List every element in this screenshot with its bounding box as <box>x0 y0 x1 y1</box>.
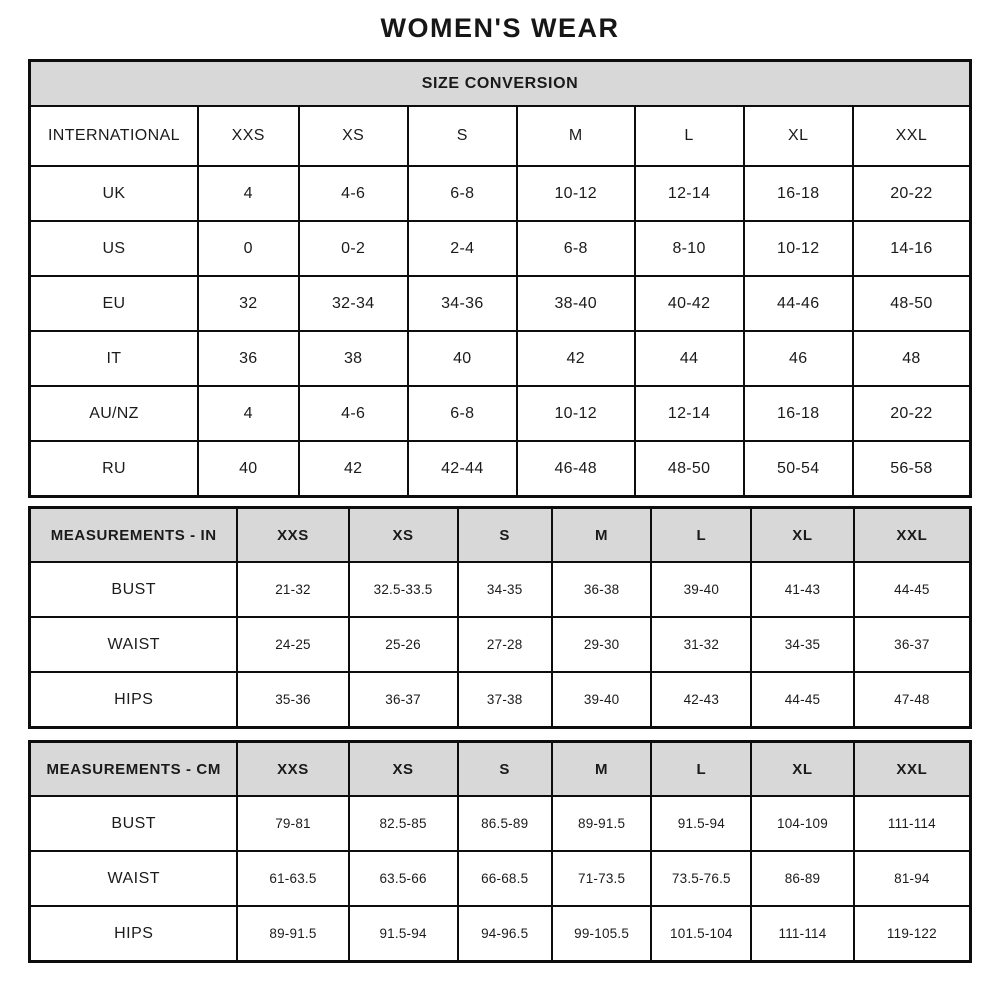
measurement-cell: 71-73.5 <box>552 851 652 906</box>
column-header-xxs: XXS <box>237 742 348 797</box>
column-header-s: S <box>458 742 552 797</box>
row-label-us: US <box>30 221 198 276</box>
measurement-cell: 86-89 <box>751 851 854 906</box>
row-label-ru: RU <box>30 441 198 497</box>
size-cell: 10-12 <box>744 221 853 276</box>
size-cell: 4 <box>198 166 299 221</box>
measurement-cell: 73.5-76.5 <box>651 851 751 906</box>
size-cell: 40-42 <box>635 276 744 331</box>
size-cell: 32-34 <box>299 276 408 331</box>
table-row-waist-in <box>30 617 971 672</box>
column-header-m: M <box>552 508 652 563</box>
size-cell: 4-6 <box>299 166 408 221</box>
column-header-international: INTERNATIONAL <box>30 106 198 166</box>
column-header-m: M <box>552 742 652 797</box>
size-cell: 46 <box>744 331 853 386</box>
row-label-waist: WAIST <box>30 851 238 906</box>
column-header-xxl: XXL <box>853 106 971 166</box>
table-row-bust-cm <box>30 796 971 851</box>
row-label-hips: HIPS <box>30 672 238 728</box>
table-row-it <box>30 331 971 386</box>
measurement-cell: 27-28 <box>458 617 552 672</box>
size-cell: 40 <box>198 441 299 497</box>
measurement-cell: 24-25 <box>237 617 348 672</box>
measurement-cell: 36-37 <box>349 672 458 728</box>
measurement-cell: 41-43 <box>751 562 854 617</box>
measurement-cell: 91.5-94 <box>349 906 458 962</box>
measurement-cell: 79-81 <box>237 796 348 851</box>
measurement-cell: 29-30 <box>552 617 652 672</box>
size-cell: 42 <box>299 441 408 497</box>
size-cell: 40 <box>408 331 517 386</box>
size-cell: 42 <box>517 331 635 386</box>
measurements-in-band-title: MEASUREMENTS - IN <box>30 508 238 563</box>
row-label-bust: BUST <box>30 796 238 851</box>
measurement-cell: 104-109 <box>751 796 854 851</box>
column-header-xl: XL <box>744 106 853 166</box>
measurement-cell: 81-94 <box>854 851 971 906</box>
size-conversion-table <box>28 59 972 498</box>
measurements-cm-table <box>28 740 972 963</box>
column-header-xs: XS <box>299 106 408 166</box>
size-cell: 16-18 <box>744 166 853 221</box>
measurement-cell: 44-45 <box>751 672 854 728</box>
measurement-cell: 61-63.5 <box>237 851 348 906</box>
measurement-cell: 82.5-85 <box>349 796 458 851</box>
measurement-cell: 89-91.5 <box>552 796 652 851</box>
size-cell: 32 <box>198 276 299 331</box>
measurement-cell: 89-91.5 <box>237 906 348 962</box>
row-label-eu: EU <box>30 276 198 331</box>
size-cell: 48-50 <box>635 441 744 497</box>
column-header-xs: XS <box>349 742 458 797</box>
column-header-xxs: XXS <box>198 106 299 166</box>
size-cell: 44-46 <box>744 276 853 331</box>
size-cell: 36 <box>198 331 299 386</box>
row-label-aunz: AU/NZ <box>30 386 198 441</box>
row-label-bust: BUST <box>30 562 238 617</box>
size-cell: 10-12 <box>517 166 635 221</box>
measurement-cell: 94-96.5 <box>458 906 552 962</box>
size-cell: 12-14 <box>635 386 744 441</box>
row-label-it: IT <box>30 331 198 386</box>
measurement-cell: 36-38 <box>552 562 652 617</box>
measurement-cell: 119-122 <box>854 906 971 962</box>
column-header-s: S <box>408 106 517 166</box>
measurement-cell: 36-37 <box>854 617 971 672</box>
table-row-aunz <box>30 386 971 441</box>
size-cell: 20-22 <box>853 166 971 221</box>
column-header-l: L <box>635 106 744 166</box>
column-header-l: L <box>651 508 751 563</box>
table-row-bust-in <box>30 562 971 617</box>
size-cell: 10-12 <box>517 386 635 441</box>
column-header-xl: XL <box>751 742 854 797</box>
size-cell: 38-40 <box>517 276 635 331</box>
measurement-cell: 66-68.5 <box>458 851 552 906</box>
size-conversion-band-title: SIZE CONVERSION <box>30 61 971 107</box>
measurement-cell: 32.5-33.5 <box>349 562 458 617</box>
measurement-cell: 99-105.5 <box>552 906 652 962</box>
measurement-cell: 31-32 <box>651 617 751 672</box>
size-cell: 38 <box>299 331 408 386</box>
measurement-cell: 34-35 <box>751 617 854 672</box>
table-row-hips-in <box>30 672 971 728</box>
size-cell: 48 <box>853 331 971 386</box>
page-title: WOMEN'S WEAR <box>380 13 620 43</box>
size-cell: 6-8 <box>517 221 635 276</box>
size-cell: 6-8 <box>408 166 517 221</box>
measurements-in-table <box>28 506 972 729</box>
measurement-cell: 91.5-94 <box>651 796 751 851</box>
row-label-uk: UK <box>30 166 198 221</box>
size-cell: 2-4 <box>408 221 517 276</box>
column-header-xl: XL <box>751 508 854 563</box>
table-row-uk <box>30 166 971 221</box>
column-header-s: S <box>458 508 552 563</box>
table-row-waist-cm <box>30 851 971 906</box>
size-cell: 12-14 <box>635 166 744 221</box>
measurement-cell: 111-114 <box>854 796 971 851</box>
measurement-cell: 35-36 <box>237 672 348 728</box>
measurement-cell: 25-26 <box>349 617 458 672</box>
column-header-xxl: XXL <box>854 508 971 563</box>
size-cell: 0 <box>198 221 299 276</box>
table-row-ru <box>30 441 971 497</box>
column-header-xs: XS <box>349 508 458 563</box>
column-header-l: L <box>651 742 751 797</box>
size-cell: 44 <box>635 331 744 386</box>
measurement-cell: 34-35 <box>458 562 552 617</box>
row-label-waist: WAIST <box>30 617 238 672</box>
table-row-eu <box>30 276 971 331</box>
column-header-xxs: XXS <box>237 508 348 563</box>
measurements-cm-band-title: MEASUREMENTS - CM <box>30 742 238 797</box>
size-cell: 56-58 <box>853 441 971 497</box>
measurement-cell: 44-45 <box>854 562 971 617</box>
measurement-cell: 37-38 <box>458 672 552 728</box>
column-header-xxl: XXL <box>854 742 971 797</box>
size-cell: 16-18 <box>744 386 853 441</box>
size-cell: 4 <box>198 386 299 441</box>
measurement-cell: 39-40 <box>651 562 751 617</box>
measurement-cell: 111-114 <box>751 906 854 962</box>
measurement-cell: 42-43 <box>651 672 751 728</box>
measurement-cell: 47-48 <box>854 672 971 728</box>
row-label-hips: HIPS <box>30 906 238 962</box>
size-cell: 0-2 <box>299 221 408 276</box>
column-header-m: M <box>517 106 635 166</box>
size-cell: 50-54 <box>744 441 853 497</box>
table-row-hips-cm <box>30 906 971 962</box>
size-cell: 42-44 <box>408 441 517 497</box>
measurement-cell: 21-32 <box>237 562 348 617</box>
size-cell: 4-6 <box>299 386 408 441</box>
size-cell: 14-16 <box>853 221 971 276</box>
size-cell: 6-8 <box>408 386 517 441</box>
measurement-cell: 101.5-104 <box>651 906 751 962</box>
measurement-cell: 63.5-66 <box>349 851 458 906</box>
measurement-cell: 39-40 <box>552 672 652 728</box>
size-cell: 46-48 <box>517 441 635 497</box>
size-cell: 20-22 <box>853 386 971 441</box>
size-cell: 8-10 <box>635 221 744 276</box>
table-row-us <box>30 221 971 276</box>
size-cell: 48-50 <box>853 276 971 331</box>
size-cell: 34-36 <box>408 276 517 331</box>
measurement-cell: 86.5-89 <box>458 796 552 851</box>
